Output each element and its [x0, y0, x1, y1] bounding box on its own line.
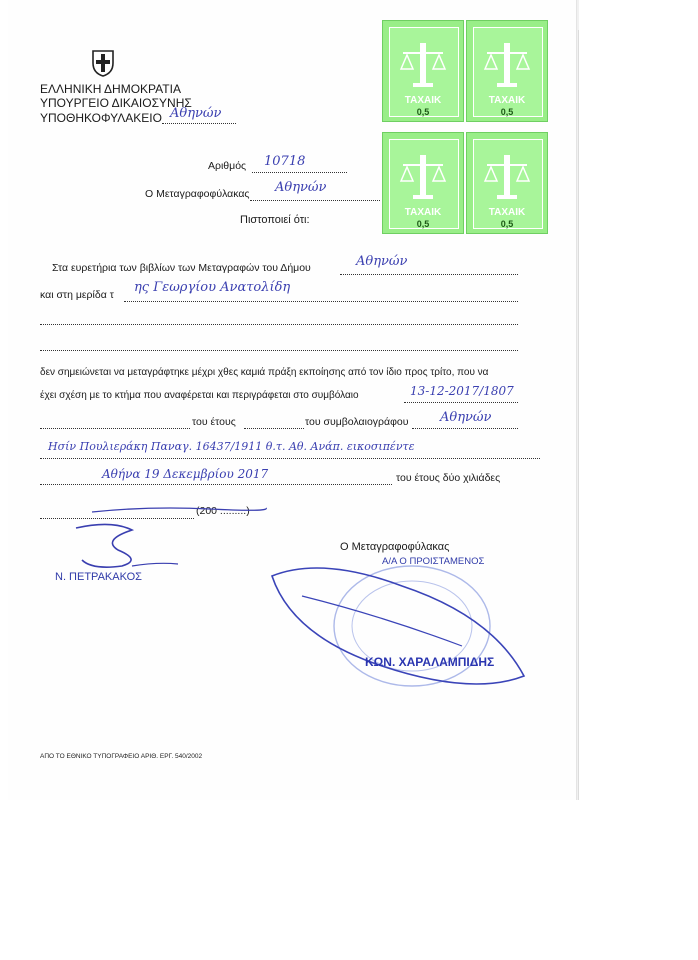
stamp-value: 0,5 — [500, 107, 514, 117]
signature-title: Ο Μεταγραφοφύλακας — [340, 541, 450, 553]
stamp-value: 0,5 — [416, 219, 430, 229]
revenue-stamp — [382, 132, 464, 234]
stamp-value: 0,5 — [416, 107, 430, 117]
header-ministry: ΥΠΟΥΡΓΕΙΟ ΔΙΚΑΙΟΣΥΝΗΣ — [40, 96, 192, 110]
number-label: Αριθμός — [208, 160, 247, 172]
revenue-stamp — [466, 20, 548, 122]
registrar-value: Αθηνών — [275, 180, 327, 195]
statement-line2: έχει σχέση με το κτήμα που αναφέρεται και περιγράφεται στο συμβόλαιο — [40, 390, 359, 401]
index-text: Στα ευρετήρια των βιβλίων των Μεταγραφών του Δήμου — [52, 262, 311, 274]
revenue-stamp — [382, 20, 464, 122]
notary-label: του συμβολαιογράφου — [305, 416, 409, 428]
scales-icon — [481, 151, 533, 203]
signature-left-name: Ν. ΠΕΤΡΑΚΑΚΟΣ — [55, 571, 142, 583]
handwritten-signature — [72, 520, 182, 572]
share-text: και στη μερίδα τ — [40, 289, 114, 301]
sheet-edge — [578, 30, 589, 800]
scales-icon — [481, 39, 533, 91]
notary-city: Αθηνών — [440, 410, 492, 425]
scales-icon — [397, 151, 449, 203]
strike-line — [90, 500, 270, 520]
year-words-text: του έτους δύο χιλιάδες — [396, 472, 501, 484]
stamp-label: ΤΑΧΑΙΚ — [404, 95, 442, 106]
notary-details: Ησίν Πουλιεράκη Παναγ. 16437/1911 θ.τ. Αθ. Ανάπ. εικοσιπέντε — [48, 440, 415, 453]
signature-role: Α/Α Ο ΠΡΟΙΣΤΑΜΕΝΟΣ — [382, 556, 485, 567]
signature-name: ΚΩΝ. ΧΑΡΑΛΑΜΠΙΔΗΣ — [365, 655, 495, 669]
stamp-label: ΤΑΧΑΙΚ — [488, 95, 526, 106]
index-municipality: Αθηνών — [356, 254, 408, 269]
share-owner: ης Γεωργίου Ανατολίδη — [134, 280, 291, 295]
stamp-value: 0,5 — [500, 219, 514, 229]
official-seal-icon — [262, 556, 532, 696]
stamp-label: ΤΑΧΑΙΚ — [488, 207, 526, 218]
greek-coat-of-arms-icon — [90, 48, 116, 78]
year-label: του έτους — [192, 416, 236, 428]
header-office: ΥΠΟΘΗΚΟΦΥΛΑΚΕΙΟ — [40, 111, 162, 125]
header-country: ΕΛΛΗΝΙΚΗ ΔΗΜΟΚΡΑΤΙΑ — [40, 82, 181, 96]
scales-icon — [397, 39, 449, 91]
certifies-heading: Πιστοποιεί ότι: — [240, 214, 310, 226]
printer-note: ΑΠΟ ΤΟ ΕΘΝΙΚΟ ΤΥΠΟΓΡΑΦΕΙΟ ΑΡΙΘ. ΕΡΓ. 540/2002 — [40, 753, 203, 760]
contract-date: Αθήνα 19 Δεκεμβρίου 2017 — [102, 467, 269, 481]
statement-line1: δεν σημειώνεται να μεταγράφτηκε μέχρι χθες καμιά πράξη εκποίησης από τον ίδιο προς τρίτο, που να — [40, 367, 489, 378]
revenue-stamp — [466, 132, 548, 234]
contract-number: 13-12-2017/1807 — [410, 384, 514, 398]
number-value: 10718 — [264, 154, 306, 169]
stamp-label: ΤΑΧΑΙΚ — [404, 207, 442, 218]
year-number: (200 .........) — [196, 505, 250, 517]
registrar-label: Ο Μεταγραφοφύλακας — [145, 188, 250, 200]
header-office-handwritten: Αθηνών — [170, 106, 222, 121]
